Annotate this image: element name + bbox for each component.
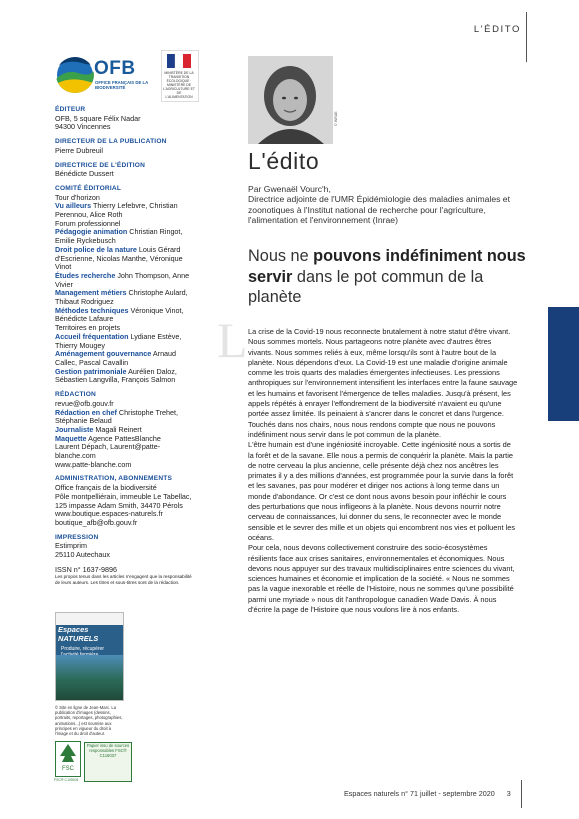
fsc-label: FSC — [62, 766, 74, 772]
comite-label: Méthodes techniques — [55, 305, 129, 315]
headline-emphasis: pouvons indéfiniment nous servir — [248, 247, 526, 286]
comite-line: Territoires en projets — [55, 323, 121, 333]
page-number: 3 — [506, 789, 511, 798]
section-tab — [548, 307, 579, 421]
comite-heading: COMITÉ ÉDITORIAL — [55, 184, 122, 192]
abo-line: Office français de la biodiversité — [55, 483, 157, 493]
impression-line: Estimprim — [55, 541, 87, 551]
ofb-logo-text: OFB — [94, 58, 136, 79]
marianne-flag-icon — [167, 54, 191, 68]
abonnements-heading: ADMINISTRATION, ABONNEMENTS — [55, 475, 173, 483]
abo-line: www.boutique.espaces-naturels.fr — [55, 509, 163, 519]
comite-line — [55, 202, 197, 219]
redaction-names: Magali Reinert — [95, 424, 142, 434]
dirpub-heading: DIRECTEUR DE LA PUBLICATION — [55, 138, 167, 146]
comite-label: Management métiers — [55, 288, 127, 298]
redaction-names: Agence PattesBlanche — [88, 433, 161, 443]
impression-line: 25110 Autechaux — [55, 550, 111, 560]
comite-label: Pédagogie animation — [55, 227, 128, 237]
paragraph: La crise de la Covid-19 nous reconnecte brutalement à notre statut d'être vivant. Nous sommes mortels. Nous partageons notre planète avec d'autres êtres vivants. Nous sommes reliés à eux, même lorsqu'ils sont à l'autre bout de la planète. Nous dépendons d'eux. La Covid-19 est une maladie d'origine animale comme les trois quarts des maladies émergentes infectieuses. Les pressions anthropiques sur l'environnement intensifient les interfaces entre la faune sauvage et les humains et favorisent l'émergence de telles maladies. Jusqu'à présent, les appels répétés à enrayer l'effondrement de la biodiversité n'avaient eu qu'une portée assez limitée. Ils peinaient à s'ancrer dans le concret et dans l'urgence. Touchés dans nos chairs, nous nous rendons compte que nous ne pouvons indéfiniment nous servir dans le pot commun de la planète. — [248, 327, 518, 439]
comite-label: Études recherche — [55, 270, 116, 280]
comite-line — [55, 307, 197, 324]
headline-part: Nous ne — [248, 247, 314, 265]
comite-names: Christian Ringot, Emilie Ryckebusch — [55, 227, 183, 246]
comite-label: Vu ailleurs — [55, 201, 92, 211]
comite-names: Arnaud Callec, Pascal Cavallin — [55, 349, 177, 367]
section-label: L'ÉDITO — [473, 24, 521, 35]
paragraph: Pour cela, nous devons collectivement construire des socio-écosystèmes résilients face aux crises sanitaires, environnementales et économiques. Nous devons nous appuyer sur des travaux multidisciplinaires entre sciences du vivant, sciences humaines et économie et implication de la société. « Nous ne sommes pas la vague inexorable et réelle de l'Histoire, nous ne sommes qu'une possibilité parmi une myriade » nous dit l'anthropologue canadien Wade Davis. À nous d'écrire la page de l'Histoire que nous voulons lire à nos enfants. — [248, 543, 515, 615]
redaction-line: www.patte-blanche.com — [55, 459, 132, 469]
comite-line — [55, 228, 197, 245]
comite-names: John Thompson, Anne Vivier — [55, 270, 190, 289]
comite-line — [55, 289, 197, 306]
comite-line — [55, 272, 197, 289]
comite-names: Thierry Lefebvre, Christian Perennou, Alice Roth — [55, 201, 178, 220]
footer — [344, 789, 511, 798]
edito-title: L'édito — [248, 148, 320, 174]
drop-cap: L — [217, 312, 248, 368]
redaction-names: Christophe Trehet, Stéphanie Belaud — [55, 407, 179, 426]
paragraph: L'être humain est d'une ingéniosité incroyable. Cette ingéniosité nous a sortis de la forêt et de la savane. Elle nous a permis de conquérir la planète. Mais la partie de notre cerveau la plus ancienne, celle présente déjà chez nos ancêtres les primates il y a des millions d'années, est programmée pour la survie dans la forêt et les savanes, pas pour modérer et diriger nos actions à long terme dans un monde d'abondance. Or c'est ce dont nous avons besoin pour infléchir le cours des perturbations que nous infligeons à la planète. Nous devons nourrir notre cerveau de connaissances, lui donner du sens, le reconnecter avec le monde sensible et le sevrer des mille et un objets qui encombrent nos vies et polluent les océans. — [248, 440, 516, 542]
comite-label: Accueil fréquentation — [55, 331, 129, 341]
redaction-email: revue@ofb.gouv.fr — [55, 398, 114, 408]
masthead — [55, 106, 197, 586]
redaction-line: Laurent Dépach, Laurent@patte-blanche.com — [55, 442, 161, 461]
comite-line — [55, 333, 197, 350]
comite-names: Véronique Vinot, Bénédicte Lafaure — [55, 305, 184, 324]
comite-names: Lydiane Estève, Thierry Mougey — [55, 331, 182, 350]
comite-label: Aménagement gouvernance — [55, 349, 152, 359]
disclaimer: Les propos tenus dans les articles n'engagent que la responsabilité de leurs auteurs. Les titres et sous-titres sont de la rédaction. — [55, 574, 192, 586]
comite-names: Louis Gérard d'Escrienne, Nicolas Manthe, Véronique Vinot — [55, 244, 183, 272]
diredit-heading: DIRECTRICE DE L'ÉDITION — [55, 161, 146, 169]
magazine-cover-image — [55, 612, 124, 701]
photo-credit: © INRAE — [334, 111, 338, 126]
comite-names: Christophe Aulard, Thibaut Rodriguez — [55, 288, 188, 307]
issn: ISSN n° 1637-9896 — [55, 564, 118, 574]
redaction-label: Maquette — [55, 433, 87, 443]
comite-line: Tour d'horizon — [55, 192, 100, 202]
comite-line — [55, 368, 197, 385]
cover-caption: © Site en ligne de Jean-Marc. La publication d'images (dessins, portraits, reportages, photographies, animations...) est soumise aux principes en vigueur du droit à l'image et du droit d'auteur. — [55, 705, 123, 737]
footer-rule — [521, 780, 522, 808]
footer-text: Espaces naturels n° 71 juillet - septembre 2020 — [344, 789, 495, 798]
comite-label: Droit police de la nature — [55, 244, 137, 254]
headline — [248, 246, 528, 308]
fsc-logo-icon — [55, 741, 81, 777]
abo-line: boutique_afb@ofb.gouv.fr — [55, 517, 138, 527]
editeur-line: 94300 Vincennes — [55, 122, 111, 132]
comite-line — [55, 246, 197, 272]
redaction-label: Rédaction en chef — [55, 407, 117, 417]
author-portrait — [248, 56, 333, 144]
header-rule — [526, 12, 527, 62]
headline-part: dans le pot commun de la planète — [248, 267, 484, 306]
cover-subtitle: Produire, récupérer — [61, 646, 105, 652]
ministry-text: MINISTÈRE DE LA TRANSITION ÉCOLOGIQUE · MINISTÈRE DE L'AGRICULTURE ET DE L'ALIMENTATION — [163, 71, 195, 99]
comite-line: Forum professionnel — [55, 218, 121, 228]
article-body — [248, 327, 518, 615]
comite-label: Gestion patrimoniale — [55, 366, 127, 376]
redaction-label: Journaliste — [55, 424, 94, 434]
redaction-heading: RÉDACTION — [55, 391, 96, 399]
dirpub-name: Pierre Dubreuil — [55, 145, 103, 155]
author-block — [248, 184, 523, 225]
cover-title: Espaces NATURELS — [58, 625, 99, 643]
fsc-code: FSC® C105031 — [54, 778, 79, 782]
comite-line — [55, 350, 197, 367]
abo-line: Pôle montpelliérain, immeuble Le Tabellac, — [55, 491, 192, 501]
author-name: Par Gwenaël Vourc'h, — [248, 184, 331, 194]
pefc-label: Papier issu de sources responsables FSC® C116037 — [84, 742, 132, 782]
ofb-globe-icon — [56, 57, 94, 93]
redaction-line — [55, 409, 197, 426]
impression-heading: IMPRESSION — [55, 533, 99, 541]
editeur-heading: ÉDITEUR — [55, 106, 86, 113]
ofb-logo-subtitle: OFFICE FRANÇAIS DE LA BIODIVERSITÉ — [95, 80, 149, 90]
editeur-line: OFB, 5 square Félix Nadar — [55, 113, 141, 123]
author-role: Directrice adjointe de l'UMR Épidémiologie des maladies animales et zoonotiques à l'Institut national de recherche pour l'agriculture, l'alimentation et l'environnement (Inrae) — [248, 194, 510, 225]
diredit-name: Bénédicte Dussert — [55, 169, 114, 179]
comite-names: Aurélien Daloz, Sébastien Langvilla, François Salmon — [55, 366, 177, 385]
abo-line: 125 impasse Adam Smith, 34470 Pérols — [55, 500, 183, 510]
